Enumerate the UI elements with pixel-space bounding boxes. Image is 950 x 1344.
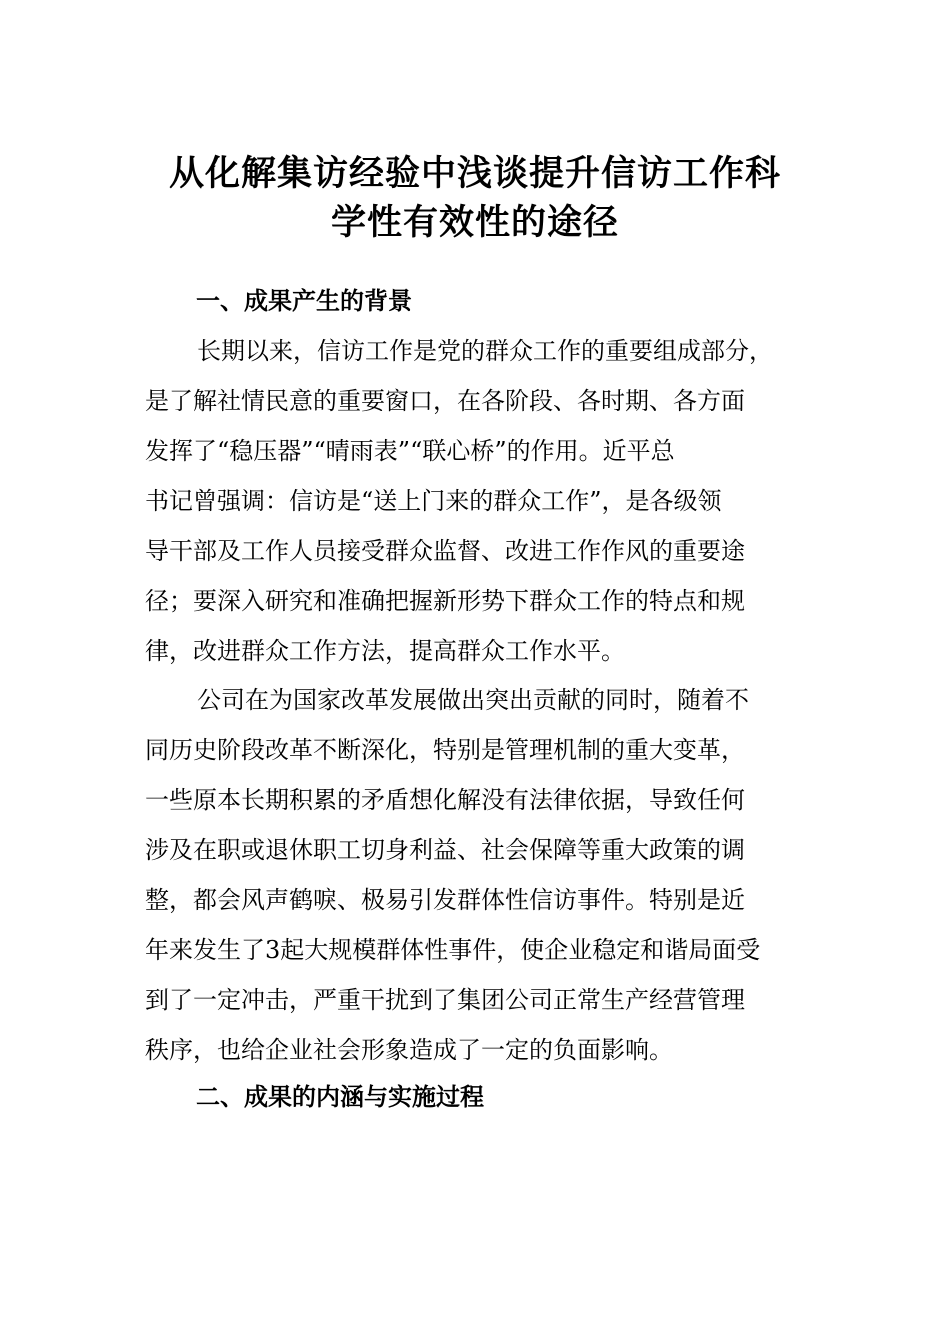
text-line: 年来发生了3起大规模群体性事件，使企业稳定和谐局面受 (145, 936, 761, 964)
paragraph-petition-importance (145, 326, 805, 676)
text-line: 发挥了“稳压器”“晴雨表”“联心桥”的作用。近平总 (145, 437, 675, 465)
text-line: 到了一定冲击，严重干扰到了集团公司正常生产经营管理 (145, 986, 745, 1014)
text-line: 涉及在职或退休职工切身利益、社会保障等重大政策的调 (145, 836, 745, 864)
text-line: 导干部及工作人员接受群众监督、改进工作作风的重要途 (145, 537, 745, 565)
title-line: 从化解集访经验中浅谈提升信访工作科 (168, 154, 781, 194)
text-line: 同历史阶段改革不断深化，特别是管理机制的重大变革， (145, 736, 745, 764)
text-line: 是了解社情民意的重要窗口，在各阶段、各时期、各方面 (145, 387, 745, 415)
paragraph-company-situation (145, 675, 805, 1075)
text-line: 径；要深入研究和准确把握新形势下群众工作的特点和规 (145, 587, 745, 615)
title-line: 学性有效性的途径 (330, 203, 619, 243)
text-line: 长期以来，信访工作是党的群众工作的重要组成部分， (197, 337, 773, 365)
text-line: 公司在为国家改革发展做出突出贡献的同时，随着不 (197, 686, 749, 714)
text-line: 一些原本长期积累的矛盾想化解没有法律依据，导致任何 (145, 786, 745, 814)
text-line: 秩序，也给企业社会形象造成了一定的负面影响。 (145, 1036, 673, 1064)
section-heading-implementation: 二、成果的内涵与实施过程 (196, 1083, 484, 1111)
text-line: 书记曾强调：信访是“送上门来的群众工作”，是各级领 (145, 487, 722, 515)
text-line: 律，改进群众工作方法，提高群众工作水平。 (145, 637, 625, 665)
section-heading-background: 一、成果产生的背景 (196, 287, 412, 315)
document-title (120, 150, 830, 248)
text-line: 整，都会风声鹤唳、极易引发群体性信访事件。特别是近 (145, 886, 745, 914)
